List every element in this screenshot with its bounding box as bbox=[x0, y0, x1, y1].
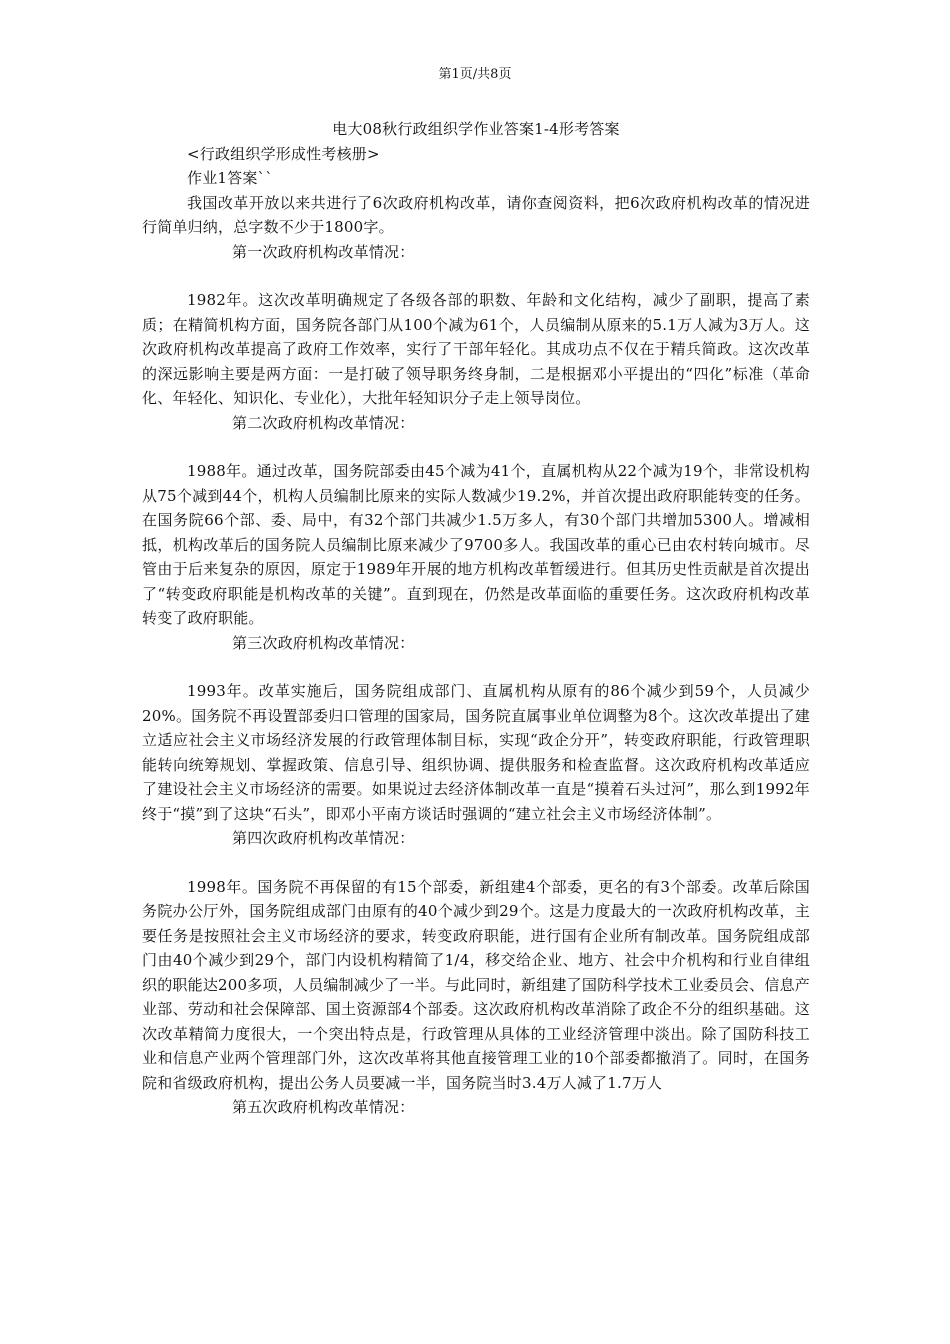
document-title: 电大08秋行政组织学作业答案1-4形考答案 bbox=[332, 120, 620, 138]
paragraph-gap bbox=[142, 655, 810, 679]
paragraph-gap bbox=[142, 264, 810, 288]
paragraph-gap bbox=[142, 851, 810, 875]
section-heading-5: 第五次政府机构改革情况： bbox=[232, 1098, 415, 1116]
section-body-1: 1982年。这次改革明确规定了各级各部的职数、年龄和文化结构，减少了副职，提高了素质；在精简机构方面，国务院各部门从100个减为61个，人员编制从原来的5.1万人减为3万人。这次政府机构改革提高了政府工作效率，实行了干部年轻化。其成功点不仅在于精兵简政。这次改革的深远影响主要是两方面：一是打破了领导职务终身制，二是根据邓小平提出的“四化”标准（革命化、年轻化、知识化、专业化），大批年轻知识分子走上领导岗位。 bbox=[142, 291, 810, 407]
section-body-3: 1993年。改革实施后，国务院组成部门、直属机构从原有的86个减少到59个，人员减少20%。国务院不再设置部委归口管理的国家局，国务院直属事业单位调整为8个。这次改革提出了建立适应社会主义市场经济发展的行政管理体制目标，实现“政企分开”，转变政府职能，行政管理职能转向统筹规划、掌握政策、信息引导、组织协调、提供服务和检查监督。这次政府机构改革适应了建设社会主义市场经济的需要。如果说过去经济体制改革一直是“摸着石头过河”，那么到1992年终于“摸”到了这块“石头”，即邓小平南方谈话时强调的“建立社会主义市场经济体制”。 bbox=[142, 682, 810, 823]
section-heading-1: 第一次政府机构改革情况： bbox=[232, 242, 415, 261]
section-heading-4: 第四次政府机构改革情况： bbox=[232, 829, 415, 847]
section-heading-3: 第三次政府机构改革情况： bbox=[232, 633, 415, 652]
section-heading-2: 第二次政府机构改革情况： bbox=[232, 413, 415, 432]
document-subtitle: <行政组织学形成性考核册> bbox=[187, 144, 380, 163]
section-body-4: 1998年。国务院不再保留的有15个部委，新组建4个部委，更名的有3个部委。改革后除国务院办公厅外，国务院组成部门由原有的40个减少到29个。这是力度最大的一次政府机构改革，主要任务是按照社会主义市场经济的要求，转变政府职能，进行国有企业所有制改革。国务院组成部门由40个减少到29个，部门内设机构精简了1/4，移交给企业、地方、社会中介机构和行业自律组织的职能达200多项，人员编制减少了一半。与此同时，新组建了国防科学技术工业委员会、信息产业部、劳动和社会保障部、国土资源部4个部委。这次政府机构改革消除了政企不分的组织基础。这次改革精简力度很大，一个突出特点是，行政管理从具体的工业经济管理中淡出。除了国防科技工业和信息产业两个管理部门外，这次改革将其他直接管理工业的10个部委都撤消了。同时，在国务院和省级政府机构，提出公务人员要减一半，国务院当时3.4万人减了1.7万人 bbox=[142, 877, 810, 1092]
page-number: 第1页/共8页 bbox=[438, 67, 512, 82]
question-text: 我国改革开放以来共进行了6次政府机构改革，请你查阅资料，把6次政府机构改革的情况进行简单归纳，总字数不少于1800字。 bbox=[142, 193, 810, 236]
document-body bbox=[142, 117, 810, 1120]
section-body-2: 1988年。通过改革，国务院部委由45个减为41个，直属机构从22个减为19个，非常设机构从75个减到44个，机构人员编制比原来的实际人数减少19.2%，并首次提出政府职能转变的任务。在国务院66个部、委、局中，有32个部门共减少1.5万多人，有30个部门共增加5300人。增减相抵，机构改革后的国务院人员编制比原来减少了9700多人。我国改革的重心已由农村转向城市。尽管由于后来复杂的原因，原定于1989年开展的地方机构改革暂缓进行。但其历史性贡献是首次提出了“转变政府职能是机构改革的关键”。直到现在，仍然是改革面临的重要任务。这次政府机构改革转变了政府职能。 bbox=[142, 462, 810, 627]
assignment-label: 作业1答案`` bbox=[187, 169, 273, 187]
paragraph-gap bbox=[142, 435, 810, 459]
